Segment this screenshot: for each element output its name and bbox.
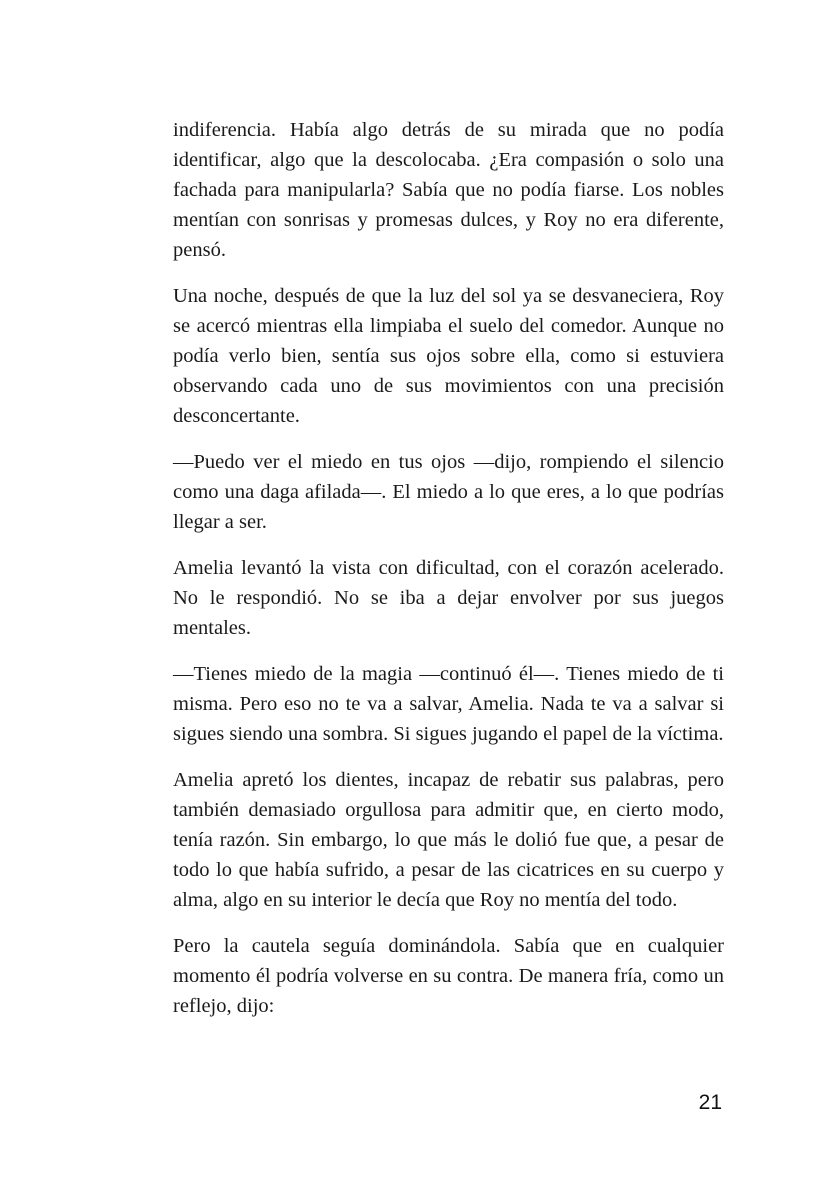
paragraph: Una noche, después de que la luz del sol ya se desvaneciera, Roy se acercó mientras ella limpiaba el suelo del comedor. Aunque no podía verlo bien, sentía sus ojos sobre ella, como si estuviera observando cada uno de sus movimientos con una precisión desconcertante. [173, 285, 724, 427]
paragraph: —Tienes miedo de la magia —continuó él—. Tienes miedo de ti misma. Pero eso no te va a salvar, Amelia. Nada te va a salvar si sigues siendo una sombra. Si sigues jugando el papel de la víctima. [173, 663, 724, 745]
paragraph: Amelia apretó los dientes, incapaz de rebatir sus palabras, pero también demasiado orgullosa para admitir que, en cierto modo, tenía razón. Sin embargo, lo que más le dolió fue que, a pesar de todo lo que había sufrido, a pesar de las cicatrices en su cuerpo y alma, algo en su interior le decía que Roy no mentía del todo. [173, 769, 724, 911]
paragraph: indiferencia. Había algo detrás de su mirada que no podía identificar, algo que la descolocaba. ¿Era compasión o solo una fachada para manipularla? Sabía que no podía fiarse. Los nobles mentían con sonrisas y promesas dulces, y Roy no era diferente, pensó. [173, 119, 724, 261]
body-text [173, 115, 724, 1037]
paragraph: Amelia levantó la vista con dificultad, con el corazón acelerado. No le respondió. No se iba a dejar envolver por sus juegos mentales. [173, 557, 724, 639]
page-number: 21 [698, 1091, 722, 1114]
paragraph: —Puedo ver el miedo en tus ojos —dijo, rompiendo el silencio como una daga afilada—. El miedo a lo que eres, a lo que podrías llegar a ser. [173, 451, 724, 533]
paragraph: Pero la cautela seguía dominándola. Sabía que en cualquier momento él podría volverse en su contra. De manera fría, como un reflejo, dijo: [173, 935, 724, 1017]
